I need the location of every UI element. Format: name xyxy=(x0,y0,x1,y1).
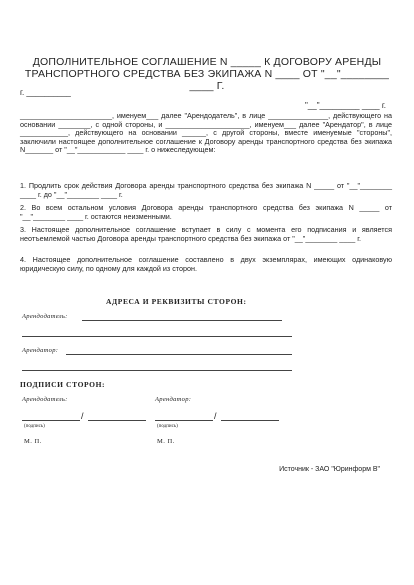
lessor-address-line-1 xyxy=(82,320,282,321)
lessor-signature-caption: (подпись) xyxy=(24,424,45,429)
lessee-address-line-1 xyxy=(66,354,292,355)
clause-3: 3. Настоящее дополнительное соглашение вступает в силу с момента его подписания и является неотъемлемой частью Договора аренды транспортного средства без экипажа от "__"________ ____ г. xyxy=(20,225,392,243)
clause-1: 1. Продлить срок действия Договора аренды транспортного средства без экипажа N _____ от "__"________ ____ г. до "__"________ ____ г. xyxy=(20,181,392,199)
lessor-address-label: Арендодатель: xyxy=(22,313,68,320)
lessee-address-line-2 xyxy=(22,370,292,371)
addresses-section-title: АДРЕСА И РЕКВИЗИТЫ СТОРОН: xyxy=(106,297,247,306)
city-field: г. __________ xyxy=(20,88,71,97)
document-title-line-2: ТРАНСПОРТНОГО СРЕДСТВА БЕЗ ЭКИПАЖА N ____ ОТ "__"________ ____ Г. xyxy=(24,68,390,92)
lessee-stamp-place: М. П. xyxy=(157,438,175,445)
lessee-signature-caption: (подпись) xyxy=(157,424,178,429)
lessor-name-line xyxy=(88,420,146,421)
lessor-signature-slash: / xyxy=(81,411,84,421)
signatures-section-title: ПОДПИСИ СТОРОН: xyxy=(20,380,106,389)
document-title-line-1: ДОПОЛНИТЕЛЬНОЕ СОГЛАШЕНИЕ N _____ К ДОГОВОРУ АРЕНДЫ xyxy=(32,56,382,68)
lessee-signature-label: Арендатор: xyxy=(155,396,192,403)
lessee-name-line xyxy=(221,420,279,421)
source-note: Источник - ЗАО "Юринформ В" xyxy=(279,466,380,473)
lessee-signature-line xyxy=(155,420,213,421)
clause-4: 4. Настоящее дополнительное соглашение составлено в двух экземплярах, имеющих одинаковую юридическую силу, по одному для каждой из сторон. xyxy=(20,255,392,273)
lessee-address-label: Арендатор: xyxy=(22,347,59,354)
lessee-signature-slash: / xyxy=(214,411,217,421)
intro-paragraph: _______________________, именуем___ далее "Арендодатель", в лице _______________, действующего на основании ________, с одной стороны, и _____________________, именуем___ далее "Арендатор", в лице ____________, действующего на основании ______, с другой стороны, вместе именуемые "стороны", заключили настоящее дополнительное соглашение к Договору аренды транспортного средства без экипажа N_______ от "__"____________ ____ г. о нижеследующем: xyxy=(20,111,392,155)
lessor-address-line-2 xyxy=(22,336,292,337)
lessor-signature-label: Арендодатель: xyxy=(22,396,68,403)
date-field: "__"_________ ____ г. xyxy=(304,101,386,110)
lessor-stamp-place: М. П. xyxy=(24,438,42,445)
lessor-signature-line xyxy=(22,420,80,421)
clause-2: 2. Во всем остальном условия Договора аренды транспортного средства без экипажа N _____ от "__"________ ____ г. остаются неизменными. xyxy=(20,203,392,221)
